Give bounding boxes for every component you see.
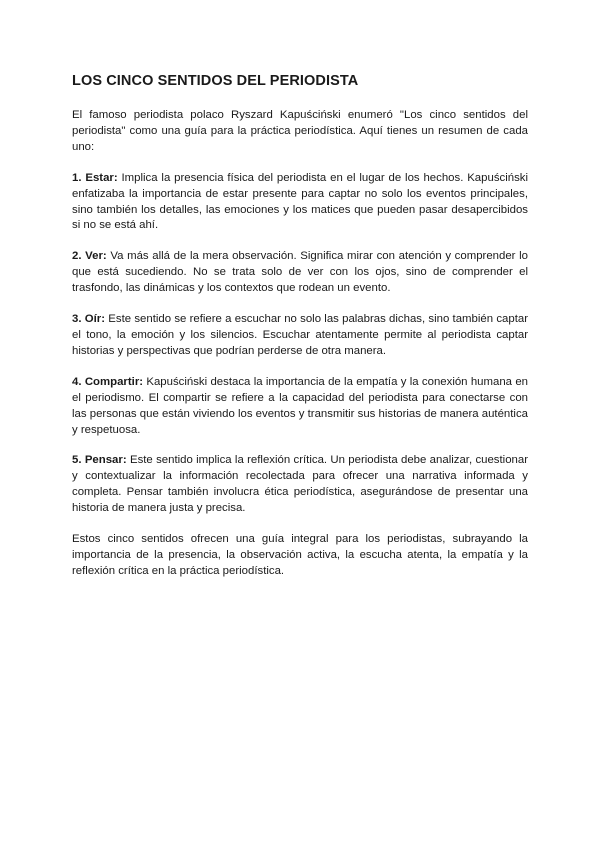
conclusion-paragraph: Estos cinco sentidos ofrecen una guía integral para los periodistas, subrayando la importancia de la presencia, la observación activa, la escucha atenta, la empatía y la reflexión crítica en la práctica periodística. (72, 533, 528, 577)
section-text: Va más allá de la mera observación. Significa mirar con atención y comprender lo que está sucediendo. No se trata solo de ver con los ojos, sino de comprender el trasfondo, las dinámicas y los contextos que rodean un evento. (72, 250, 528, 295)
section-heading: 2. Ver: (72, 250, 107, 263)
section-heading: 5. Pensar: (72, 454, 127, 467)
section-heading: 3. Oír: (72, 313, 106, 326)
section-text: Este sentido se refiere a escuchar no solo las palabras dichas, sino también captar el tono, la emoción y los silencios. Escuchar atentamente permite al periodista captar historias y perspectivas que podrían perderse de otra manera. (72, 313, 528, 357)
intro-paragraph: El famoso periodista polaco Ryszard Kapuściński enumeró "Los cinco sentidos del periodista" como una guía para la práctica periodística. Aquí tienes un resumen de cada uno: (72, 109, 528, 153)
section-text: Este sentido implica la reflexión crítica. Un periodista debe analizar, cuestionar y contextualizar la información recolectada para ofrecer una narrativa informada y completa. Pensar también involucra ética periodística, asegurándose de presentar una historia de manera justa y precisa. (72, 454, 528, 515)
section-heading: 1. Estar: (72, 171, 118, 184)
document-title: LOS CINCO SENTIDOS DEL PERIODISTA (72, 73, 359, 89)
section-ver (72, 249, 528, 297)
section-pensar (72, 453, 528, 517)
section-oir (72, 312, 528, 360)
section-heading: 4. Compartir: (72, 375, 144, 388)
section-compartir (72, 375, 528, 439)
section-text: Implica la presencia física del periodista en el lugar de los hechos. Kapuściński enfatizaba la importancia de estar presente para captar no solo los eventos principales, sino también los detalles, las emociones y los matices que pueden pasar desapercibidos si no se está ahí. (72, 171, 528, 232)
document-page (72, 72, 528, 595)
section-estar (72, 171, 528, 235)
section-text: Kapuściński destaca la importancia de la empatía y la conexión humana en el periodismo. El compartir se refiere a la capacidad del periodista para conectarse con las personas que están viviendo los eventos y transmitir sus historias de manera auténtica y respetuosa. (72, 375, 528, 436)
